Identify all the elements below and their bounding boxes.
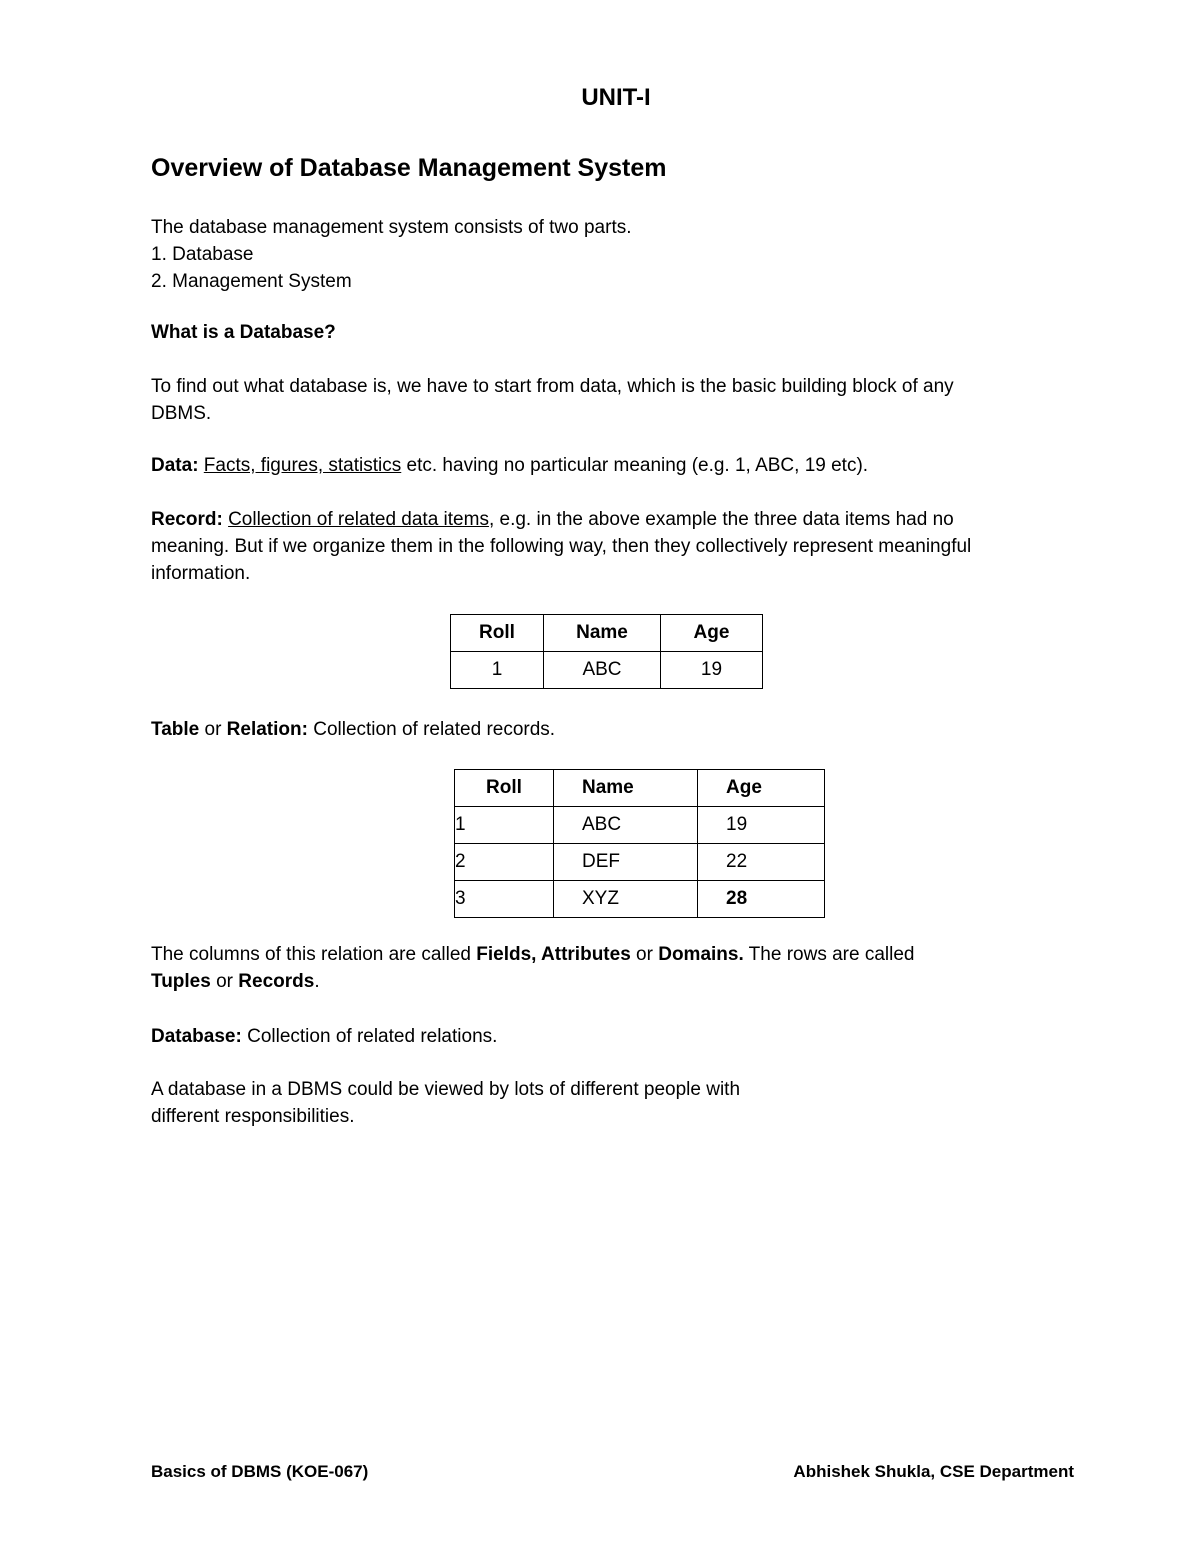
columns-paragraph xyxy=(151,941,914,995)
relation-header-age: Age xyxy=(698,770,825,807)
data-term: Data xyxy=(151,455,193,476)
record-line-3: information. xyxy=(151,563,251,584)
viewed-paragraph xyxy=(151,1076,740,1130)
columns-text-5: . xyxy=(314,971,320,992)
records-term: Records xyxy=(238,971,315,992)
record-line-2: meaning. But if we organize them in the following way, then they collectively represent meaningful xyxy=(151,536,972,557)
record-term: Record xyxy=(151,509,217,530)
table-row xyxy=(451,652,763,689)
data-rest: etc. having no particular meaning (e.g. 1, ABC, 19 etc). xyxy=(401,455,869,476)
find-out-line-2: DBMS. xyxy=(151,403,212,424)
relation-cell-roll: 2 xyxy=(455,844,554,881)
record-cell-age: 19 xyxy=(661,652,763,689)
intro-item-database: 1. Database xyxy=(151,244,254,265)
relation-cell-age: 19 xyxy=(698,807,825,844)
record-rest: , e.g. in the above example the three data items had no xyxy=(488,509,954,530)
footer-course: Basics of DBMS (KOE-067) xyxy=(151,1462,369,1481)
database-term: Database: xyxy=(151,1026,242,1047)
table-colon: : xyxy=(301,719,308,740)
footer-author: Abhishek Shukla, CSE Department xyxy=(793,1462,1074,1481)
record-header-age: Age xyxy=(661,615,763,652)
find-out-line-1: To find out what database is, we have to start from data, which is the basic building block of any xyxy=(151,376,954,397)
what-is-heading: What is a Database? xyxy=(151,322,336,343)
relation-term: Relation xyxy=(226,719,302,740)
table-definition xyxy=(151,716,555,743)
relation-header-name: Name xyxy=(554,770,698,807)
columns-line-2 xyxy=(151,968,914,995)
data-definition xyxy=(151,452,868,479)
table-row xyxy=(455,807,825,844)
record-table-header xyxy=(451,615,763,652)
columns-text-1: The columns of this relation are called xyxy=(151,944,477,965)
relation-header-roll: Roll xyxy=(455,770,554,807)
table-row xyxy=(455,844,825,881)
find-out-paragraph xyxy=(151,373,954,427)
columns-text-2: or xyxy=(630,944,659,965)
intro-item-management: 2. Management System xyxy=(151,271,352,292)
record-underlined: Collection of related data items xyxy=(228,509,489,530)
record-cell-roll: 1 xyxy=(451,652,544,689)
relation-cell-name: XYZ xyxy=(554,881,698,918)
columns-text-3: The rows are called xyxy=(743,944,915,965)
table-row xyxy=(455,881,825,918)
domains-term: Domains. xyxy=(658,944,744,965)
viewed-line-1: A database in a DBMS could be viewed by lots of different people with xyxy=(151,1079,741,1100)
database-rest: Collection of related relations. xyxy=(241,1026,498,1047)
relation-table-header xyxy=(455,770,825,807)
table-term: Table xyxy=(151,719,200,740)
viewed-line-2: different responsibilities. xyxy=(151,1106,355,1127)
relation-cell-roll: 3 xyxy=(455,881,554,918)
record-colon: : xyxy=(216,509,223,530)
main-heading: Overview of Database Management System xyxy=(151,154,667,182)
relation-cell-roll: 1 xyxy=(455,807,554,844)
relation-cell-age: 28 xyxy=(698,881,825,918)
relation-cell-name: DEF xyxy=(554,844,698,881)
table-rest: Collection of related records. xyxy=(307,719,556,740)
record-table xyxy=(450,614,763,689)
table-or: or xyxy=(199,719,227,740)
columns-line-1 xyxy=(151,941,914,968)
record-header-roll: Roll xyxy=(451,615,544,652)
record-header-name: Name xyxy=(544,615,661,652)
data-underlined: Facts, figures, statistics xyxy=(203,455,402,476)
intro-block xyxy=(151,214,632,295)
record-definition xyxy=(151,506,971,587)
data-colon: : xyxy=(192,455,199,476)
intro-line: The database management system consists of two parts. xyxy=(151,217,632,238)
tuples-term: Tuples xyxy=(151,971,211,992)
unit-title: UNIT-I xyxy=(581,84,651,111)
relation-table xyxy=(454,769,825,918)
fields-attributes-term: Fields, Attributes xyxy=(476,944,631,965)
relation-cell-name: ABC xyxy=(554,807,698,844)
relation-cell-age: 22 xyxy=(698,844,825,881)
columns-text-4: or xyxy=(210,971,239,992)
record-cell-name: ABC xyxy=(544,652,661,689)
record-line-1 xyxy=(151,506,971,533)
database-definition xyxy=(151,1023,497,1050)
